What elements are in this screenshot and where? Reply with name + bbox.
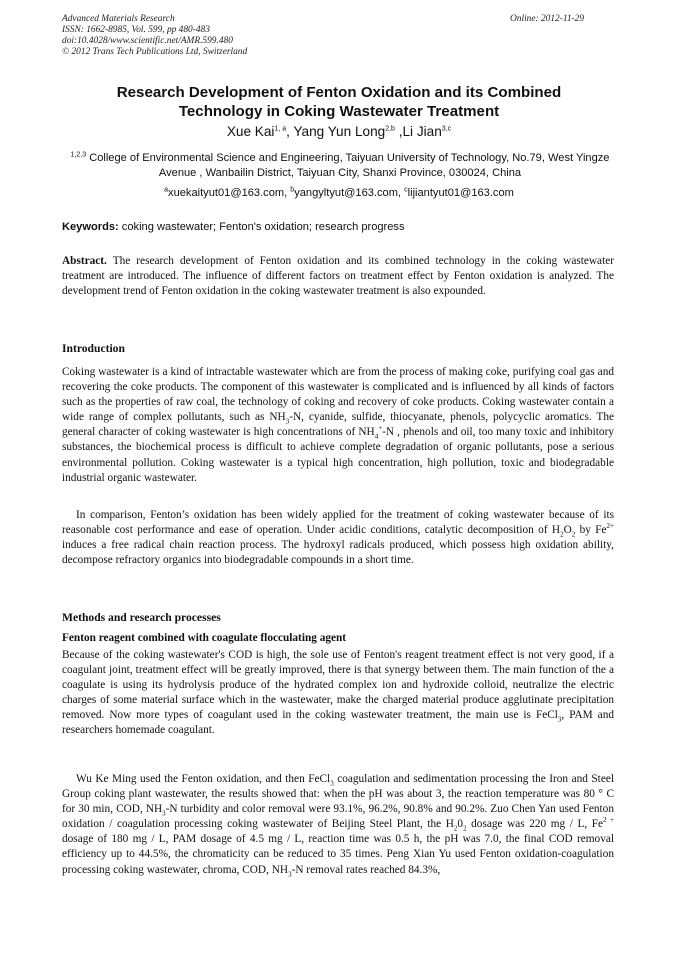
journal-header bbox=[62, 14, 247, 58]
subscript: 2 bbox=[463, 824, 467, 833]
subscript: 3 bbox=[285, 417, 290, 426]
text-run: dosage of 180 mg / L, PAM dosage of 4.5 mg / L, reaction time was 0.5 h, the pH was 7.0, the final COD removal efficiency up to 44.5%, the chromaticity can be reduced to 35 times. Peng Xian Yu used Fenton oxidation-coagulation processing coking wastewater, chroma, COD, NH bbox=[62, 833, 614, 876]
author-list bbox=[0, 124, 678, 139]
paper-title: Research Development of Fenton Oxidation and its Combined Technology in Coking Wastewater Treatment bbox=[116, 84, 562, 120]
affiliation bbox=[66, 151, 614, 181]
email-sup: a bbox=[164, 186, 169, 194]
affiliation-text: College of Environmental Science and Engineering, Taiyuan University of Technology, No.79, West Yingze Avenue , Wanbailin District, Taiyuan City, Shanxi Province, 030024, China bbox=[86, 152, 610, 179]
superscript: 2 + bbox=[603, 816, 615, 825]
abstract bbox=[62, 254, 614, 299]
email-link[interactable]: yangyltyut@163.com, bbox=[294, 187, 405, 199]
methods-subheading: Fenton reagent combined with coagulate flocculating agent bbox=[62, 632, 347, 644]
email-link[interactable]: lijiantyut01@163.com bbox=[407, 187, 514, 199]
subscript: 3 bbox=[288, 869, 292, 878]
text-run: Coking wastewater is a kind of intractable wastewater which are from the process of making coke, purifying coal gas and recovering the coke products. The component of this wastewater is complicated and is influenced by all kinds of factors such as the properties of raw coal, the technology of coking and recovery of coke products. Coking wastewater contain a wide range of complex pollutants, such as NH bbox=[62, 366, 614, 424]
email-link[interactable]: xuekaityut01@163.com, bbox=[168, 187, 291, 199]
intro-heading: Introduction bbox=[62, 342, 125, 355]
author-name: ,Li Jian bbox=[394, 124, 442, 139]
text-run: -N removal rates reached 84.3%, bbox=[291, 863, 441, 876]
author-name: Xue Kai bbox=[226, 124, 275, 139]
affiliation-sup: 1,2,3 bbox=[70, 151, 87, 159]
journal-name: Advanced Materials Research bbox=[62, 14, 175, 24]
subscript: 2 bbox=[453, 824, 458, 833]
abstract-text: The research development of Fenton oxidation and its combined technology in the coking wastewater treatment are introduced. The influence of different factors on treatment effect by Fenton oxidation is analyzed. The development trend of Fenton oxidation in the coking wastewater treatment is also expounded. bbox=[62, 255, 614, 298]
text-run: induces a free radical chain reaction process. The hydroxyl radicals produced, which possess high oxidation ability, decompose refractory organics into biodegradable compounds in a short time. bbox=[62, 539, 614, 567]
text-run: -N, cyanide, sulfide, thiocyanate, phenols, polycyclic aromatics. The general character of coking wastewater is high concentrations of NH bbox=[62, 411, 614, 439]
methods-paragraph-1 bbox=[62, 648, 614, 739]
subscript: 3 bbox=[162, 809, 166, 818]
text-run: Because of the coking wastewater's COD is high, the sole use of Fenton's reagent treatment effect is not very good, if a coagulant joint, treatment effect will be greatly improved, there is that synergy between them. The main function of the a coagulate is using its hydrolysis produce of the hydrated complex ion and hydroxide colloid, neutralize the electric charges of some material surface which in the wastewater, make the charged material produce agglutinate precipitation removed. Now more types of coagulant used in the coking wastewater treatment, the main use is FeCl bbox=[62, 649, 614, 722]
email-line bbox=[0, 187, 678, 199]
methods-paragraph-2 bbox=[62, 772, 614, 878]
text-run: , PAM and researchers homemade coagulant. bbox=[62, 709, 614, 737]
author-name: , Yang Yun Long bbox=[286, 124, 386, 139]
copyright-line: © 2012 Trans Tech Publications Ltd, Switzerland bbox=[62, 47, 248, 57]
keywords-text: coking wastewater; Fenton's oxidation; research progress bbox=[118, 221, 405, 233]
email-sup: b bbox=[290, 186, 295, 194]
keywords bbox=[62, 221, 405, 233]
online-date: Online: 2012-11-29 bbox=[510, 14, 585, 24]
subscript: 2 bbox=[571, 530, 576, 539]
abstract-label: Abstract. bbox=[62, 255, 107, 267]
text-run: -N , phenols and oil, too many toxic and inhibitory substances, the biochemical process is difficult to achieve complete degradation of organic pollutants, pose a serious environmental pollution. Coking wastewater is a typical high concentration, high pollution, toxic and biodegradable industrial organic wastewater. bbox=[62, 426, 614, 484]
text-run: 0 bbox=[457, 818, 464, 831]
text-run: In comparison, Fenton’s oxidation has been widely applied for the treatment of coking wastewater because of its reasonable cost performance and ease of operation. Under acidic conditions, catalytic decomposition of H bbox=[62, 509, 614, 537]
author-sup: 3,c bbox=[441, 125, 452, 133]
keywords-label: Keywords: bbox=[62, 221, 119, 233]
superscript: 2+ bbox=[606, 522, 614, 531]
text-run: -N turbidity and color removal were 93.1%, 96.2%, 90.8% and 90.2%. Zuo Chen Yan used Fenton oxidation / coagulation processing coking wastewater of Beijing Steel Plant, the H bbox=[62, 803, 614, 831]
subscript: 2 bbox=[560, 530, 564, 539]
author-sup: 1, a bbox=[274, 125, 287, 133]
text-run: dosage was 220 mg / L, Fe bbox=[466, 818, 604, 831]
text-run: by Fe bbox=[575, 524, 607, 537]
doi-line: doi:10.4028/www.scientific.net/AMR.599.480 bbox=[62, 36, 233, 46]
subscript: 4 bbox=[374, 432, 379, 441]
author-sup: 2,b bbox=[385, 125, 395, 133]
issn-line: ISSN: 1662-8985, Vol. 599, pp 480-483 bbox=[62, 25, 210, 35]
text-run: O bbox=[563, 524, 572, 537]
methods-heading: Methods and research processes bbox=[62, 611, 221, 624]
subscript: 3 bbox=[557, 715, 562, 724]
intro-paragraph-1 bbox=[62, 365, 614, 486]
superscript: + bbox=[378, 424, 383, 433]
subscript: 3 bbox=[330, 779, 334, 788]
text-run: coagulation and sedimentation processing the Iron and Steel Group coking plant wastewater, the results showed that: when the pH was about 3, the reaction temperature was 80 ° C for 30 min, COD, NH bbox=[62, 773, 614, 816]
text-run: Wu Ke Ming used the Fenton oxidation, and then FeCl bbox=[76, 773, 331, 785]
intro-paragraph-2 bbox=[62, 508, 614, 568]
email-sup: c bbox=[404, 186, 408, 194]
